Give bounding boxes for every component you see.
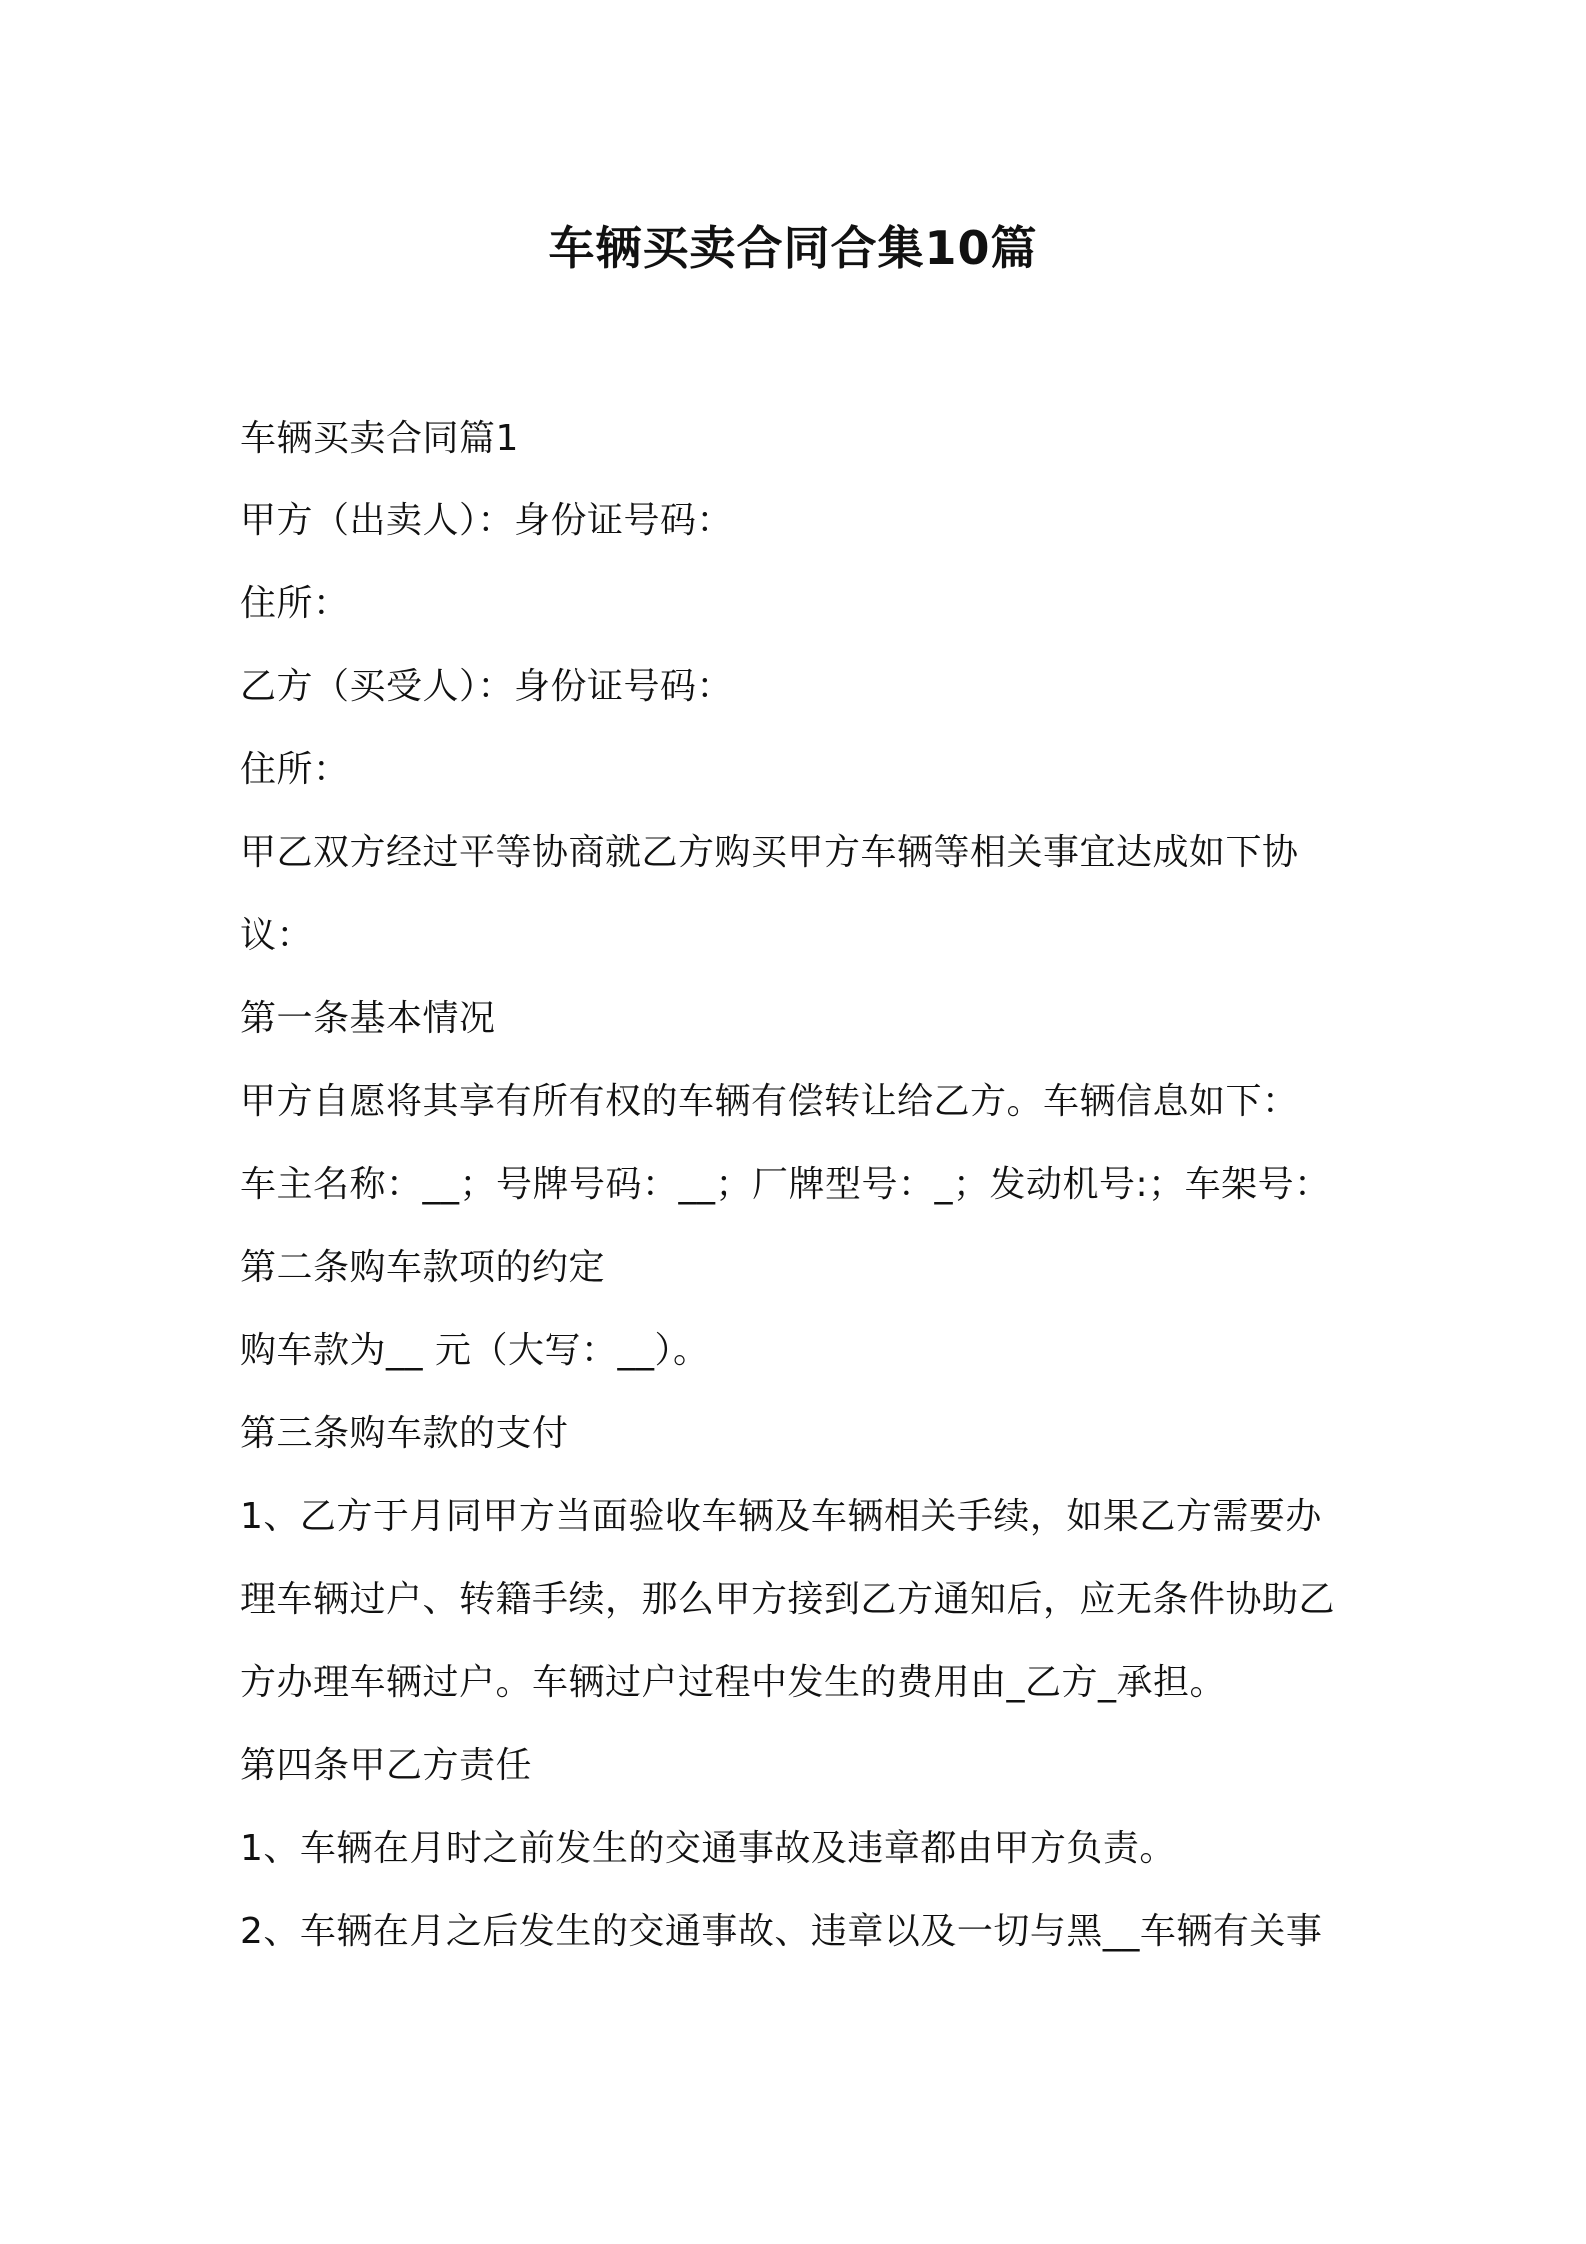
agreement-intro-line: 甲乙双方经过平等协商就乙方购买甲方车辆等相关事宜达成如下协 [240, 832, 1299, 873]
vehicle-info-line: 车主名称：__；号牌号码：__；厂牌型号：_；发动机号:；车架号： [240, 1164, 1331, 1205]
party-b-address-line: 住所： [240, 749, 350, 790]
article-heading: 第三条购车款的支付 [240, 1413, 569, 1454]
article-heading: 第四条甲乙方责任 [240, 1745, 533, 1786]
paragraph-line: 1、车辆在月时之前发生的交通事故及违章都由甲方负责。 [240, 1828, 1176, 1869]
paragraph-line: 甲方自愿将其享有所有权的车辆有偿转让给乙方。车辆信息如下： [240, 1081, 1299, 1122]
party-b-id-line: 乙方（买受人）：身份证号码： [240, 666, 734, 707]
article-heading: 第二条购车款项的约定 [240, 1247, 606, 1288]
article-heading: 第一条基本情况 [240, 998, 496, 1039]
paragraph-line: 2、车辆在月之后发生的交通事故、违章以及一切与黑__车辆有关事 [240, 1911, 1323, 1952]
agreement-intro-line: 议： [240, 915, 314, 956]
party-a-address-line: 住所： [240, 583, 350, 624]
paragraph-line: 方办理车辆过户。车辆过户过程中发生的费用由_乙方_承担。 [240, 1662, 1227, 1703]
paragraph-line: 理车辆过户、转籍手续，那么甲方接到乙方通知后，应无条件协助乙 [240, 1579, 1336, 1620]
contract-heading: 车辆买卖合同篇1 [240, 418, 519, 459]
paragraph-line: 1、乙方于月同甲方当面验收车辆及车辆相关手续，如果乙方需要办 [240, 1496, 1322, 1537]
price-line: 购车款为__ 元（大写：__）。 [240, 1330, 710, 1371]
document-title: 车辆买卖合同合集10篇 [548, 221, 1038, 275]
party-a-id-line: 甲方（出卖人）：身份证号码： [240, 500, 734, 541]
